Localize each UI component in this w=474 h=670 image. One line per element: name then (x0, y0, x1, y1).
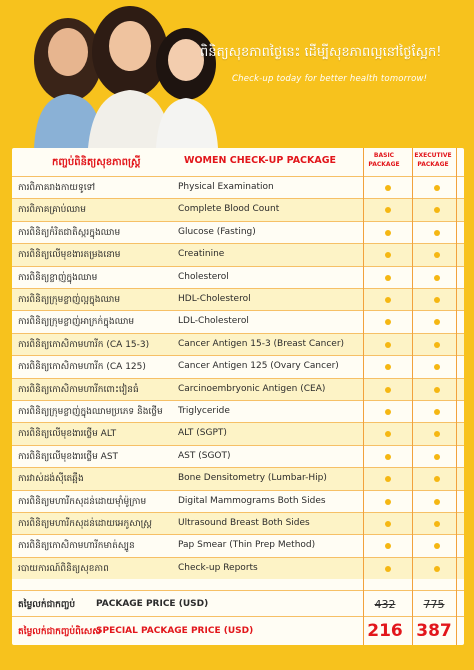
package-price-row (12, 590, 464, 616)
row-label-english: AST (SGOT) (178, 450, 231, 461)
table-row (12, 310, 464, 332)
basic-included-dot-icon (385, 275, 391, 281)
row-label-english: Triglyceride (178, 406, 230, 416)
row-label-khmer: ការពិភាគរាងកាយទូទៅ (18, 183, 96, 193)
row-label-khmer: ការពិភាគគ្រាប់ឈាម (18, 205, 86, 216)
row-label-khmer: ការពិនិត្យមហារីកសុដន់ដោយម៉ាំម៉ូក្រាម (18, 496, 147, 507)
table-title-khmer: កញ្ចប់ពិនិត្យសុខភាពស្ត្រី (52, 157, 141, 168)
column-separator (363, 148, 364, 645)
package-price-label-khmer: តម្លៃលក់ជាកញ្ចប់ (18, 600, 76, 610)
row-label-english: Pap Smear (Thin Prep Method) (178, 540, 316, 551)
row-label-khmer: ការវាស់ដង់ស៊ីតេឆ្អឹង (18, 474, 84, 485)
basic-special-price: 216 (367, 621, 403, 641)
row-label-english: Cancer Antigen 15-3 (Breast Cancer) (178, 338, 345, 349)
basic-included-dot-icon (385, 476, 391, 482)
executive-package-header: EXECUTIVE PACKAGE (414, 152, 452, 168)
row-label-english: ALT (SGPT) (178, 428, 227, 439)
table-title-english: WOMEN CHECK-UP PACKAGE (184, 155, 337, 166)
basic-included-dot-icon (385, 543, 391, 549)
executive-package-price: 775 (423, 598, 445, 611)
special-price-label: SPECIAL PACKAGE PRICE (USD) (96, 626, 254, 636)
row-label-khmer: ការពិនិត្យក្រុមខ្លាញ់អាក្រក់ក្នុងឈាម (18, 317, 135, 328)
table-row (12, 243, 464, 265)
executive-included-dot-icon (434, 275, 440, 281)
package-price-label: PACKAGE PRICE (USD) (96, 599, 209, 609)
basic-included-dot-icon (385, 207, 391, 213)
basic-included-dot-icon (385, 185, 391, 191)
row-label-khmer: ការពិនិត្យក្រុមខ្លាញ់ក្នុងឈាមប្រភេទ និងថ្លើម (18, 407, 163, 417)
executive-included-dot-icon (434, 499, 440, 505)
executive-special-price: 387 (416, 621, 452, 641)
executive-included-dot-icon (434, 431, 440, 437)
basic-included-dot-icon (385, 319, 391, 325)
table-row (12, 445, 464, 467)
basic-included-dot-icon (385, 387, 391, 393)
row-label-english: Digital Mammograms Both Sides (178, 495, 326, 506)
row-label-khmer: របាយការណ៍ពិនិត្យសុខភាព (18, 563, 109, 574)
executive-included-dot-icon (434, 454, 440, 460)
special-price-label-khmer: តម្លៃលក់ជាកញ្ចប់ពិសេស (18, 627, 101, 637)
table-row (12, 355, 464, 377)
row-label-english: LDL-Cholesterol (178, 316, 249, 327)
table-row (12, 221, 464, 243)
basic-included-dot-icon (385, 409, 391, 415)
row-label-english: HDL-Cholesterol (178, 294, 251, 304)
basic-package-header: BASIC PACKAGE (368, 152, 400, 168)
row-label-khmer: ការពិនិត្យក្រុមខ្លាញ់ល្អក្នុងឈាម (18, 295, 121, 305)
basic-included-dot-icon (385, 297, 391, 303)
basic-included-dot-icon (385, 230, 391, 236)
basic-included-dot-icon (385, 499, 391, 505)
executive-included-dot-icon (434, 387, 440, 393)
table-row (12, 288, 464, 310)
table-row (12, 534, 464, 556)
executive-included-dot-icon (434, 364, 440, 370)
tagline-khmer: ពិនិត្យសុខភាពថ្ងៃនេះ ដើម្បីសុខភាពល្អនៅថ្ងៃស្អែក! (200, 45, 442, 60)
executive-included-dot-icon (434, 207, 440, 213)
tagline-english: Check-up today for better health tomorrow! (232, 74, 428, 84)
hero-banner (0, 0, 474, 148)
row-label-english: Physical Examination (178, 182, 274, 192)
table-row (12, 198, 464, 220)
executive-included-dot-icon (434, 521, 440, 527)
row-label-english: Creatinine (178, 249, 225, 260)
executive-included-dot-icon (434, 185, 440, 191)
row-label-khmer: ការពិនិត្យលើមុខងារតម្រងនោម (18, 250, 121, 261)
executive-included-dot-icon (434, 476, 440, 482)
table-row (12, 333, 464, 355)
women-photo (18, 0, 218, 148)
row-label-english: Ultrasound Breast Both Sides (178, 518, 310, 528)
executive-included-dot-icon (434, 230, 440, 236)
executive-included-dot-icon (434, 342, 440, 348)
table-row (12, 400, 464, 422)
basic-included-dot-icon (385, 566, 391, 572)
table-row (12, 378, 464, 400)
table-row (12, 512, 464, 534)
executive-included-dot-icon (434, 566, 440, 572)
basic-included-dot-icon (385, 521, 391, 527)
table-row (12, 422, 464, 444)
row-label-english: Cancer Antigen 125 (Ovary Cancer) (178, 361, 339, 372)
executive-included-dot-icon (434, 543, 440, 549)
basic-included-dot-icon (385, 431, 391, 437)
column-separator (412, 148, 413, 645)
executive-included-dot-icon (434, 297, 440, 303)
row-label-khmer: ការពិនិត្យលើមុខងារថ្លើម AST (18, 451, 119, 462)
row-label-english: Bone Densitometry (Lumbar-Hip) (178, 473, 327, 484)
basic-included-dot-icon (385, 454, 391, 460)
row-label-khmer: ការពិនិត្យកោសិកាមហារីកពោះវៀនធំ (18, 384, 139, 395)
row-label-khmer: ការពិនិត្យកំរិតជាតិស្ករក្នុងឈាម (18, 227, 121, 238)
column-separator (456, 148, 457, 645)
row-label-english: Cholesterol (178, 271, 229, 282)
executive-included-dot-icon (434, 252, 440, 258)
basic-included-dot-icon (385, 364, 391, 370)
package-table (12, 148, 464, 645)
row-label-english: Check-up Reports (178, 562, 258, 573)
row-label-english: Glucose (Fasting) (178, 226, 256, 237)
row-label-english: Carcinoembryonic Antigen (CEA) (178, 383, 326, 394)
row-label-khmer: ការពិនិត្យលើមុខងារថ្លើម ALT (18, 429, 117, 440)
row-label-khmer: ការពិនិត្យកោសិកាមហារីក (CA 125) (18, 362, 146, 373)
basic-package-price: 432 (374, 598, 396, 611)
table-row (12, 176, 464, 198)
table-row (12, 490, 464, 512)
basic-included-dot-icon (385, 342, 391, 348)
row-label-khmer: ការពិនិត្យកោសិកាមហារីក (CA 15-3) (18, 339, 150, 350)
special-price-row (12, 616, 464, 645)
table-row (12, 467, 464, 489)
table-row (12, 266, 464, 288)
table-header (12, 148, 464, 176)
executive-included-dot-icon (434, 409, 440, 415)
row-label-khmer: ការពិនិត្យខ្លាញ់ក្នុងឈាម (18, 272, 98, 283)
row-label-english: Complete Blood Count (178, 204, 280, 215)
executive-included-dot-icon (434, 319, 440, 325)
basic-included-dot-icon (385, 252, 391, 258)
table-row (12, 557, 464, 579)
row-label-khmer: ការពិនិត្យមហារីកសុដន់ដោយអេកូសាស្ត្រ (18, 519, 152, 529)
row-label-khmer: ការពិនិត្យកោសិកាមហារីកមាត់ស្បូន (18, 541, 135, 552)
